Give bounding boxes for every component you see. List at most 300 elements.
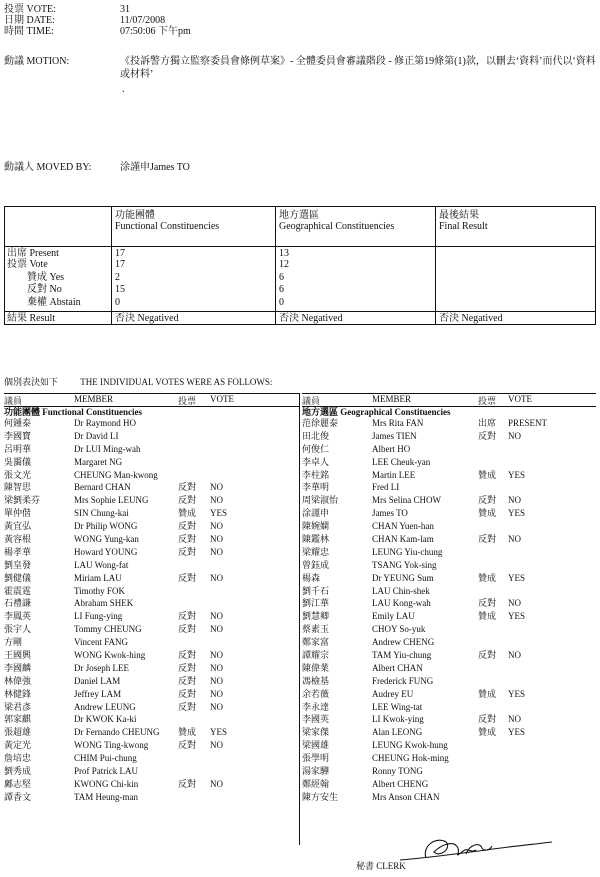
- member-name-zh: 余若薇: [302, 688, 330, 699]
- summary-gc-value: 13: [279, 248, 289, 259]
- member-vote-row: [302, 688, 596, 701]
- member-name-en: CHAN Kam-lam: [372, 534, 434, 545]
- member-name-zh: 鄭經翰: [302, 778, 330, 789]
- member-name-en: CHAN Yuen-han: [372, 521, 434, 532]
- member-vote-row: [4, 507, 300, 520]
- summary-header-rule: [5, 246, 595, 247]
- member-vote-row: [4, 597, 300, 610]
- member-vote-zh: 贊成: [478, 611, 497, 622]
- summary-fc-value: 15: [115, 284, 125, 295]
- member-vote-en: NO: [210, 521, 223, 532]
- member-name-zh: 劉慧卿: [302, 611, 330, 622]
- member-vote-row: [302, 494, 596, 507]
- summary-col-final-zh: 最後結果: [439, 210, 479, 221]
- member-vote-row: [302, 752, 596, 765]
- member-vote-row: [4, 688, 300, 701]
- member-name-en: Mrs Sophie LEUNG: [74, 495, 149, 506]
- member-vote-row: [302, 636, 596, 649]
- member-vote-zh: 反對: [178, 701, 197, 712]
- member-vote-zh: 反對: [178, 495, 197, 506]
- member-vote-en: NO: [508, 495, 521, 506]
- member-name-zh: 譚耀宗: [302, 650, 330, 661]
- member-vote-en: YES: [508, 508, 526, 519]
- member-vote-row: [302, 559, 596, 572]
- member-name-en: Albert CHAN: [372, 662, 423, 673]
- member-name-zh: 劉江華: [302, 598, 330, 609]
- member-vote-row: [302, 456, 596, 469]
- vote-label: 投票 VOTE:: [4, 4, 56, 15]
- member-vote-row: [4, 572, 300, 585]
- member-name-zh: 陳智思: [4, 482, 32, 493]
- member-name-en: Jeffrey LAM: [74, 688, 122, 699]
- member-name-zh: 黃定光: [4, 740, 32, 751]
- member-vote-row: [302, 546, 596, 559]
- member-name-zh: 楊孝華: [4, 546, 32, 557]
- member-name-en: Dr Joseph LEE: [74, 662, 129, 673]
- col-vote-zh: 投票: [478, 396, 497, 406]
- member-vote-zh: 反對: [178, 662, 197, 673]
- member-vote-row: [4, 739, 300, 752]
- member-name-en: Miriam LAU: [74, 572, 122, 583]
- member-name-en: LEE Wing-tat: [372, 701, 423, 712]
- motion-trailing-dot: .: [122, 84, 125, 95]
- member-vote-en: YES: [508, 469, 526, 480]
- member-name-en: WONG Ting-kwong: [74, 740, 149, 751]
- member-name-zh: 楊森: [302, 572, 321, 583]
- member-vote-zh: 反對: [178, 534, 197, 545]
- summary-divider: [111, 207, 112, 324]
- member-name-zh: 李國寶: [4, 430, 32, 441]
- member-vote-zh: 贊成: [178, 727, 197, 738]
- member-name-zh: 鄺志堅: [4, 778, 32, 789]
- member-name-en: Emily LAU: [372, 611, 415, 622]
- member-name-en: Vincent FANG: [74, 637, 129, 648]
- fc-rows: [4, 417, 300, 804]
- member-vote-row: [302, 701, 596, 714]
- member-name-zh: 曾鈺成: [302, 559, 330, 570]
- member-vote-en: NO: [210, 688, 223, 699]
- member-vote-en: NO: [508, 598, 521, 609]
- member-name-en: CHOY So-yuk: [372, 624, 426, 635]
- member-vote-row: [4, 546, 300, 559]
- member-name-en: Margaret NG: [74, 456, 123, 467]
- member-vote-en: PRESENT: [508, 418, 548, 428]
- member-name-en: Prof Patrick LAU: [74, 766, 138, 777]
- member-vote-zh: 反對: [178, 650, 197, 661]
- summary-divider: [275, 207, 276, 324]
- member-vote-zh: 反對: [478, 714, 497, 725]
- member-vote-zh: 反對: [178, 624, 197, 635]
- member-vote-zh: 反對: [178, 482, 197, 493]
- member-name-en: LAU Chin-shek: [372, 585, 430, 596]
- member-vote-zh: 反對: [478, 495, 497, 506]
- member-name-en: Dr Philip WONG: [74, 521, 138, 532]
- member-name-zh: 劉皇發: [4, 559, 32, 570]
- summary-final-result: 否決 Negatived: [439, 313, 503, 324]
- member-name-zh: 劉秀成: [4, 766, 32, 777]
- intro-zh: 個別表決如下: [4, 377, 59, 387]
- member-name-zh: 李卓人: [302, 456, 330, 467]
- member-name-en: CHEUNG Man-kwong: [74, 469, 158, 480]
- summary-row-label: 贊成 Yes: [27, 272, 65, 283]
- member-name-en: TAM Yiu-chung: [372, 650, 432, 661]
- member-vote-en: YES: [210, 727, 228, 738]
- member-vote-zh: 贊成: [478, 572, 497, 583]
- summary-row-label: 棄權 Abstain: [27, 297, 81, 308]
- member-name-en: CHEUNG Hok-ming: [372, 753, 449, 764]
- member-vote-zh: 反對: [478, 598, 497, 609]
- member-name-en: KWONG Chi-kin: [74, 778, 139, 789]
- member-name-zh: 石禮謙: [4, 598, 32, 609]
- col-member-zh: 議員: [302, 396, 321, 406]
- member-vote-en: NO: [210, 650, 223, 661]
- summary-fc-value: 0: [115, 297, 120, 308]
- member-name-zh: 詹培忠: [4, 753, 32, 764]
- summary-col-final: [439, 210, 488, 232]
- col-member-en: MEMBER: [372, 394, 412, 404]
- member-name-en: LEE Cheuk-yan: [372, 456, 431, 467]
- summary-divider: [435, 207, 436, 324]
- member-vote-row: [302, 739, 596, 752]
- moved-by-value: 涂謹申James TO: [120, 162, 190, 173]
- member-name-zh: 劉健儀: [4, 572, 32, 583]
- summary-col-gc-en: Geographical Constituencies: [279, 221, 395, 232]
- member-name-zh: 張文光: [4, 469, 32, 480]
- member-vote-row: [4, 559, 300, 572]
- member-name-en: Ronny TONG: [372, 766, 423, 777]
- member-vote-row: [4, 765, 300, 778]
- summary-col-fc: [115, 210, 219, 232]
- member-name-en: Dr KWOK Ka-ki: [74, 714, 137, 725]
- member-name-en: Abraham SHEK: [74, 598, 134, 609]
- member-vote-row: [4, 662, 300, 675]
- time-label: 時間 TIME:: [4, 26, 54, 37]
- summary-gc-result: 否決 Negatived: [279, 313, 343, 324]
- member-vote-row: [4, 701, 300, 714]
- member-name-en: WONG Kwok-hing: [74, 650, 146, 661]
- member-vote-row: [302, 649, 596, 662]
- member-name-zh: 張超雄: [4, 727, 32, 738]
- summary-gc-value: 12: [279, 259, 289, 270]
- member-vote-en: YES: [508, 727, 526, 738]
- member-name-en: Dr Fernando CHEUNG: [74, 727, 160, 738]
- member-vote-row: [302, 520, 596, 533]
- member-vote-row: [4, 675, 300, 688]
- member-vote-zh: 贊成: [478, 469, 497, 480]
- date-label: 日期 DATE:: [4, 15, 55, 26]
- member-name-en: TSANG Yok-sing: [372, 559, 437, 570]
- member-vote-row: [302, 778, 596, 791]
- col-vote-en: VOTE: [508, 394, 532, 404]
- summary-gc-value: 6: [279, 272, 284, 283]
- member-vote-row: [4, 494, 300, 507]
- member-vote-row: [4, 623, 300, 636]
- summary-col-gc-zh: 地方選區: [279, 210, 319, 221]
- member-name-en: Timothy FOK: [74, 585, 125, 596]
- member-name-zh: 王國興: [4, 650, 32, 661]
- member-vote-row: [302, 610, 596, 623]
- member-name-en: Dr LUI Ming-wah: [74, 443, 141, 454]
- member-name-en: SIN Chung-kai: [74, 508, 129, 519]
- member-name-en: WONG Yung-kan: [74, 534, 139, 545]
- member-name-en: LI Fung-ying: [74, 611, 123, 622]
- member-vote-row: [4, 456, 300, 469]
- member-vote-en: YES: [210, 508, 228, 519]
- member-vote-en: NO: [210, 662, 223, 673]
- member-name-zh: 梁家傑: [302, 727, 330, 738]
- member-vote-en: YES: [508, 611, 526, 622]
- moved-by-label: 動議人 MOVED BY:: [4, 162, 92, 173]
- member-vote-row: [4, 610, 300, 623]
- member-name-zh: 呂明華: [4, 443, 32, 454]
- member-vote-row: [4, 443, 300, 456]
- member-vote-en: NO: [210, 778, 223, 789]
- member-name-zh: 梁耀忠: [302, 546, 330, 557]
- col-vote-zh: 投票: [178, 396, 197, 406]
- clerk-label: 秘書 CLERK: [356, 861, 406, 871]
- member-name-zh: 張宇人: [4, 624, 32, 635]
- summary-col-gc: [279, 210, 394, 232]
- votes-table-divider: [299, 393, 300, 845]
- gc-section-heading: 地方選區 Geographical Constituencies: [302, 407, 451, 417]
- member-name-en: Dr YEUNG Sum: [372, 572, 434, 583]
- member-name-en: Alan LEONG: [372, 727, 423, 738]
- member-name-en: Tommy CHEUNG: [74, 624, 142, 635]
- member-vote-zh: 反對: [178, 521, 197, 532]
- member-vote-en: NO: [210, 534, 223, 545]
- member-name-en: Fred LI: [372, 482, 400, 493]
- member-vote-en: NO: [210, 675, 223, 686]
- date-value: 11/07/2008: [120, 15, 166, 26]
- member-vote-row: [4, 649, 300, 662]
- summary-result-rule: [5, 311, 595, 312]
- member-name-zh: 田北俊: [302, 430, 330, 441]
- member-vote-zh: 反對: [178, 688, 197, 699]
- summary-fc-value: 2: [115, 272, 120, 283]
- member-name-zh: 周梁淑怡: [302, 495, 339, 506]
- member-name-en: Daniel LAM: [74, 675, 121, 686]
- member-name-en: Andrew CHENG: [372, 637, 435, 648]
- member-vote-row: [302, 597, 596, 610]
- member-vote-row: [4, 752, 300, 765]
- vote-value: 31: [120, 4, 130, 15]
- member-name-zh: 李華明: [302, 482, 330, 493]
- member-vote-row: [302, 469, 596, 482]
- member-name-en: TAM Heung-man: [74, 791, 139, 802]
- member-vote-row: [302, 623, 596, 636]
- member-vote-en: NO: [210, 572, 223, 583]
- summary-fc-value: 17: [115, 259, 125, 270]
- member-name-en: Mrs Rita FAN: [372, 418, 424, 428]
- summary-fc-result: 否決 Negatived: [115, 313, 179, 324]
- member-vote-row: [302, 765, 596, 778]
- individual-votes-intro: [4, 375, 292, 388]
- summary-gc-value: 6: [279, 284, 284, 295]
- col-member-zh: 議員: [4, 396, 23, 406]
- member-name-zh: 何俊仁: [302, 443, 330, 454]
- member-name-en: Martin LEE: [372, 469, 416, 480]
- member-name-zh: 湯家驊: [302, 766, 330, 777]
- summary-col-final-en: Final Result: [439, 221, 488, 232]
- member-vote-row: [4, 585, 300, 598]
- member-name-zh: 吳靄儀: [4, 456, 32, 467]
- member-vote-row: [4, 469, 300, 482]
- member-vote-row: [302, 726, 596, 739]
- member-vote-row: [4, 533, 300, 546]
- member-vote-zh: 反對: [478, 534, 497, 545]
- member-vote-row: [302, 481, 596, 494]
- member-vote-row: [4, 430, 300, 443]
- intro-en: THE INDIVIDUAL VOTES WERE AS FOLLOWS:: [80, 377, 273, 387]
- member-vote-row: [302, 675, 596, 688]
- member-vote-en: YES: [508, 572, 526, 583]
- member-name-zh: 陳方安生: [302, 791, 339, 802]
- member-vote-row: [302, 791, 596, 804]
- member-vote-row: [302, 443, 596, 456]
- member-name-en: LI Kwok-ying: [372, 714, 424, 725]
- member-name-zh: 譚香文: [4, 791, 32, 802]
- member-name-en: James TO: [372, 508, 408, 519]
- member-vote-row: [302, 713, 596, 726]
- member-name-zh: 陳偉業: [302, 662, 330, 673]
- member-name-zh: 范徐麗泰: [302, 418, 339, 428]
- member-vote-row: [4, 417, 300, 430]
- member-vote-zh: 反對: [178, 546, 197, 557]
- member-vote-en: NO: [210, 495, 223, 506]
- member-name-en: Dr Raymond HO: [74, 418, 136, 428]
- member-name-zh: 李鳳英: [4, 611, 32, 622]
- member-vote-en: NO: [210, 701, 223, 712]
- fc-section-heading: 功能團體 Functional Constituencies: [4, 407, 143, 417]
- member-name-zh: 梁國雄: [302, 740, 330, 751]
- member-vote-en: NO: [210, 546, 223, 557]
- summary-table: [4, 206, 596, 325]
- member-vote-en: NO: [508, 534, 521, 545]
- member-name-zh: 李國麟: [4, 662, 32, 673]
- member-vote-en: NO: [508, 650, 521, 661]
- member-name-zh: 黃宜弘: [4, 521, 32, 532]
- member-name-en: Bernard CHAN: [74, 482, 131, 493]
- member-name-zh: 鄭家富: [302, 637, 330, 648]
- col-vote-en: VOTE: [210, 394, 234, 404]
- member-name-en: Mrs Anson CHAN: [372, 791, 440, 802]
- member-vote-zh: 反對: [178, 675, 197, 686]
- member-name-en: Andrew LEUNG: [74, 701, 136, 712]
- member-name-en: Audrey EU: [372, 688, 414, 699]
- member-name-zh: 李永達: [302, 701, 330, 712]
- member-vote-row: [302, 585, 596, 598]
- member-vote-en: NO: [210, 611, 223, 622]
- member-vote-zh: 贊成: [178, 508, 197, 519]
- member-name-en: Albert CHENG: [372, 778, 429, 789]
- member-name-en: LEUNG Kwok-hung: [372, 740, 448, 751]
- member-name-zh: 涂謹申: [302, 508, 330, 519]
- member-vote-zh: 反對: [478, 430, 497, 441]
- member-vote-row: [302, 417, 596, 430]
- member-vote-en: NO: [210, 740, 223, 751]
- clerk-signature-image: [396, 828, 556, 868]
- member-name-en: LEUNG Yiu-chung: [372, 546, 443, 557]
- member-name-en: Dr David LI: [74, 430, 119, 441]
- member-vote-zh: 贊成: [478, 727, 497, 738]
- member-name-zh: 梁劉柔芬: [4, 495, 41, 506]
- member-name-en: CHIM Pui-chung: [74, 753, 137, 764]
- member-name-zh: 陳婉嫻: [302, 521, 330, 532]
- member-name-zh: 馮檢基: [302, 675, 330, 686]
- summary-fc-value: 17: [115, 248, 125, 259]
- member-name-zh: 方剛: [4, 637, 23, 648]
- member-name-zh: 黃容根: [4, 534, 32, 545]
- summary-col-fc-en: Functional Constituencies: [115, 221, 220, 232]
- gc-rows: [302, 417, 596, 804]
- member-vote-zh: 出席: [478, 418, 497, 428]
- member-vote-row: [4, 791, 300, 804]
- member-vote-row: [4, 481, 300, 494]
- member-vote-zh: 反對: [178, 740, 197, 751]
- member-vote-zh: 反對: [478, 650, 497, 661]
- member-name-en: Albert HO: [372, 443, 411, 454]
- member-name-zh: 林偉強: [4, 675, 32, 686]
- member-name-en: James TIEN: [372, 430, 417, 441]
- gc-votes-table: [302, 393, 596, 804]
- member-vote-row: [4, 726, 300, 739]
- motion-text: 《投訴警方獨立監察委員會條例草案》- 全體委員會審議階段 - 修正第19條第(1)款，以刪去‘資料’而代以‘資料或材料’: [120, 56, 596, 80]
- member-vote-row: [302, 533, 596, 546]
- member-name-zh: 何鍾泰: [4, 418, 32, 428]
- member-vote-en: NO: [210, 624, 223, 635]
- moved-by-line: [4, 158, 190, 173]
- col-member-en: MEMBER: [74, 394, 114, 404]
- motion-label: 動議 MOTION:: [4, 56, 70, 67]
- summary-row-label: 投票 Vote: [7, 259, 48, 270]
- summary-col-fc-zh: 功能團體: [115, 210, 155, 221]
- member-name-zh: 郭家麒: [4, 714, 32, 725]
- member-vote-row: [4, 636, 300, 649]
- member-vote-row: [4, 520, 300, 533]
- member-name-en: LAU Wong-fat: [74, 559, 129, 570]
- member-vote-zh: 贊成: [478, 508, 497, 519]
- summary-row-label: 結果 Result: [7, 313, 56, 324]
- member-vote-zh: 反對: [178, 611, 197, 622]
- summary-row-label: 反對 No: [27, 284, 62, 295]
- member-name-zh: 梁君彥: [4, 701, 32, 712]
- member-name-zh: 陳鑑林: [302, 534, 330, 545]
- member-vote-row: [302, 430, 596, 443]
- member-name-en: LAU Kong-wah: [372, 598, 431, 609]
- member-vote-en: NO: [508, 430, 521, 441]
- gc-votes-header: [302, 393, 596, 407]
- member-name-zh: 張學明: [302, 753, 330, 764]
- fc-votes-header: [4, 393, 300, 407]
- summary-row-label: 出席 Present: [7, 248, 59, 259]
- member-name-en: Frederick FUNG: [372, 675, 434, 686]
- summary-gc-value: 0: [279, 297, 284, 308]
- member-name-en: Mrs Selina CHOW: [372, 495, 441, 506]
- member-vote-row: [4, 778, 300, 791]
- member-name-zh: 林健鋒: [4, 688, 32, 699]
- member-vote-en: NO: [508, 714, 521, 725]
- member-vote-row: [302, 662, 596, 675]
- fc-votes-table: [4, 393, 300, 804]
- member-vote-row: [302, 572, 596, 585]
- member-name-zh: 李國英: [302, 714, 330, 725]
- member-name-zh: 劉千石: [302, 585, 330, 596]
- time-value: 07:50:06 下午pm: [120, 26, 191, 37]
- member-vote-en: NO: [210, 482, 223, 493]
- member-name-zh: 單仲偕: [4, 508, 32, 519]
- member-vote-zh: 贊成: [478, 688, 497, 699]
- member-vote-zh: 反對: [178, 572, 197, 583]
